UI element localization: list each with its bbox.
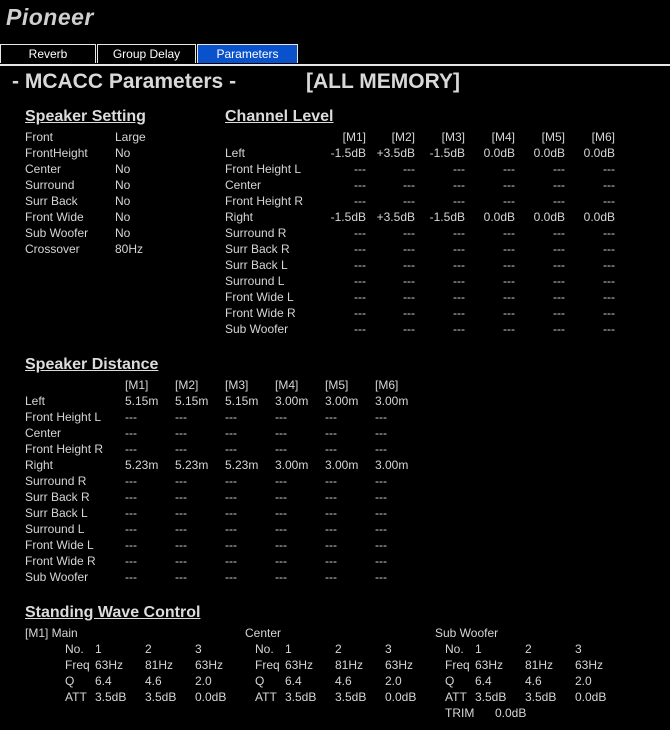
standing-wave-row-label: Freq — [255, 658, 280, 672]
standing-wave-value: 3 — [575, 642, 582, 656]
speaker-setting-label: Surr Back — [25, 194, 78, 208]
speaker-distance-value: --- — [175, 410, 187, 424]
speaker-distance-value: 5.15m — [225, 394, 259, 408]
channel-level-column-header: [M3] — [441, 130, 465, 144]
channel-level-value: --- — [354, 226, 366, 240]
channel-level-value: --- — [354, 242, 366, 256]
channel-level-column-header: [M4] — [491, 130, 515, 144]
channel-level-value: --- — [603, 306, 615, 320]
speaker-distance-value: --- — [225, 490, 237, 504]
speaker-distance-column-header: [M6] — [375, 378, 399, 392]
channel-level-value: --- — [453, 242, 465, 256]
speaker-distance-label: Front Wide L — [25, 538, 94, 552]
standing-wave-group-title: Center — [245, 626, 282, 640]
channel-level-value: --- — [603, 290, 615, 304]
channel-level-label: Front Height L — [225, 162, 302, 176]
standing-wave-value: 63Hz — [195, 658, 224, 672]
speaker-distance-value: --- — [125, 410, 137, 424]
standing-wave-value: 4.6 — [145, 674, 162, 688]
speaker-distance-value: --- — [225, 554, 237, 568]
channel-level-value: 0.0dB — [533, 146, 565, 160]
channel-level-value: --- — [403, 194, 415, 208]
channel-level-value: --- — [403, 226, 415, 240]
speaker-setting-label: Crossover — [25, 242, 80, 256]
standing-wave-row-label: Q — [65, 674, 75, 688]
channel-level-value: --- — [403, 258, 415, 272]
speaker-distance-value: --- — [375, 538, 387, 552]
channel-level-value: --- — [503, 242, 515, 256]
channel-level-value: --- — [503, 194, 515, 208]
speaker-distance-column-header: [M5] — [325, 378, 349, 392]
speaker-setting-label: Front Wide — [25, 210, 84, 224]
speaker-distance-value: --- — [175, 490, 187, 504]
speaker-distance-value: 5.23m — [175, 458, 209, 472]
channel-level-value: --- — [603, 242, 615, 256]
speaker-distance-label: Sub Woofer — [25, 570, 89, 584]
speaker-distance-value: --- — [375, 570, 387, 584]
standing-wave-row-label: No. — [255, 642, 274, 656]
channel-level-value: --- — [503, 306, 515, 320]
speaker-distance-column-header: [M2] — [175, 378, 199, 392]
channel-level-label: Right — [225, 210, 254, 224]
speaker-distance-value: --- — [275, 570, 287, 584]
speaker-distance-value: --- — [125, 570, 137, 584]
channel-level-value: --- — [503, 226, 515, 240]
channel-level-value: --- — [553, 162, 565, 176]
speaker-setting-value: No — [115, 146, 131, 160]
speaker-setting-label: Center — [25, 162, 62, 176]
speaker-distance-value: --- — [125, 490, 137, 504]
channel-level-value: --- — [553, 274, 565, 288]
speaker-distance-label: Surround R — [25, 474, 87, 488]
standing-wave-value: 4.6 — [335, 674, 352, 688]
speaker-distance-value: --- — [175, 426, 187, 440]
tab-group-delay[interactable]: Group Delay — [97, 44, 196, 63]
speaker-setting-value: No — [115, 162, 131, 176]
standing-wave-row-label: Q — [445, 674, 455, 688]
channel-level-value: --- — [453, 226, 465, 240]
speaker-distance-value: 5.23m — [125, 458, 159, 472]
standing-wave-value: 63Hz — [95, 658, 124, 672]
channel-level-label: Left — [225, 146, 246, 160]
channel-level-value: --- — [553, 322, 565, 336]
channel-level-value: --- — [403, 306, 415, 320]
channel-level-value: -1.5dB — [429, 210, 465, 224]
speaker-distance-value: --- — [325, 522, 337, 536]
standing-wave-value: 2.0 — [575, 674, 592, 688]
speaker-distance-heading: Speaker Distance — [25, 356, 159, 373]
standing-wave-row-label: No. — [445, 642, 464, 656]
standing-wave-row-label: ATT — [445, 690, 467, 704]
standing-wave-value: 0.0dB — [575, 690, 607, 704]
speaker-distance-column-header: [M1] — [125, 378, 149, 392]
speaker-setting-label: Sub Woofer — [25, 226, 89, 240]
speaker-distance-column-header: [M4] — [275, 378, 299, 392]
speaker-distance-label: Front Height R — [25, 442, 104, 456]
standing-wave-value: 6.4 — [475, 674, 492, 688]
standing-wave-value: 0.0dB — [385, 690, 417, 704]
channel-level-value: 0.0dB — [583, 146, 615, 160]
channel-level-label: Front Wide R — [225, 306, 296, 320]
channel-level-value: --- — [453, 274, 465, 288]
speaker-distance-value: --- — [275, 538, 287, 552]
speaker-distance-value: --- — [325, 426, 337, 440]
standing-wave-value: 2.0 — [195, 674, 212, 688]
speaker-distance-value: 3.00m — [275, 394, 309, 408]
speaker-setting-value: No — [115, 210, 131, 224]
speaker-distance-value: 3.00m — [375, 394, 409, 408]
speaker-setting-value: No — [115, 194, 131, 208]
channel-level-value: --- — [453, 322, 465, 336]
channel-level-column-header: [M6] — [591, 130, 615, 144]
speaker-distance-column-header: [M3] — [225, 378, 249, 392]
channel-level-value: --- — [403, 162, 415, 176]
speaker-distance-value: --- — [375, 506, 387, 520]
standing-wave-value: 3.5dB — [525, 690, 557, 704]
speaker-distance-value: --- — [375, 410, 387, 424]
standing-wave-value: 2 — [335, 642, 342, 656]
channel-level-value: --- — [603, 162, 615, 176]
channel-level-label: Surr Back R — [225, 242, 290, 256]
channel-level-value: --- — [354, 162, 366, 176]
channel-level-value: --- — [354, 274, 366, 288]
standing-wave-value: 3 — [195, 642, 202, 656]
channel-level-value: --- — [354, 178, 366, 192]
speaker-distance-value: --- — [225, 410, 237, 424]
standing-wave-value: 63Hz — [575, 658, 604, 672]
standing-wave-row-label: No. — [65, 642, 84, 656]
channel-level-value: --- — [503, 322, 515, 336]
speaker-distance-value: --- — [225, 522, 237, 536]
standing-wave-group-title: Sub Woofer — [435, 626, 499, 640]
channel-level-value: --- — [403, 322, 415, 336]
standing-wave-value: 3.5dB — [285, 690, 317, 704]
speaker-distance-value: --- — [275, 506, 287, 520]
channel-level-value: 0.0dB — [483, 146, 515, 160]
speaker-distance-value: --- — [275, 522, 287, 536]
channel-level-value: --- — [553, 242, 565, 256]
speaker-distance-value: --- — [125, 442, 137, 456]
speaker-distance-value: --- — [375, 490, 387, 504]
channel-level-value: --- — [354, 258, 366, 272]
speaker-distance-value: 5.15m — [175, 394, 209, 408]
speaker-distance-value: --- — [375, 442, 387, 456]
channel-level-value: --- — [553, 290, 565, 304]
channel-level-value: --- — [603, 194, 615, 208]
channel-level-value: -1.5dB — [330, 210, 366, 224]
channel-level-value: +3.5dB — [376, 146, 415, 160]
standing-wave-row-label: ATT — [255, 690, 277, 704]
speaker-distance-value: --- — [325, 474, 337, 488]
speaker-distance-value: 5.23m — [225, 458, 259, 472]
standing-wave-value: 63Hz — [385, 658, 414, 672]
speaker-distance-value: --- — [125, 522, 137, 536]
standing-wave-row-label: Freq — [65, 658, 90, 672]
standing-wave-value: 3.5dB — [95, 690, 127, 704]
speaker-setting-value: No — [115, 226, 131, 240]
standing-wave-value: 1 — [95, 642, 102, 656]
standing-wave-value: 0.0dB — [195, 690, 227, 704]
channel-level-label: Center — [225, 178, 262, 192]
channel-level-heading: Channel Level — [225, 108, 334, 125]
standing-wave-value: 63Hz — [475, 658, 504, 672]
speaker-distance-value: --- — [225, 426, 237, 440]
standing-wave-row-label: Q — [255, 674, 265, 688]
channel-level-value: --- — [354, 290, 366, 304]
channel-level-column-header: [M5] — [541, 130, 565, 144]
standing-wave-value: 81Hz — [335, 658, 364, 672]
channel-level-label: Surround L — [225, 274, 285, 288]
channel-level-value: --- — [453, 178, 465, 192]
channel-level-value: --- — [403, 274, 415, 288]
standing-wave-group-title: [M1] Main — [25, 626, 78, 640]
pioneer-logo: Pioneer — [6, 4, 94, 30]
speaker-distance-value: --- — [125, 538, 137, 552]
channel-level-value: --- — [603, 274, 615, 288]
channel-level-value: --- — [453, 162, 465, 176]
standing-wave-value: 4.6 — [525, 674, 542, 688]
speaker-setting-label: Surround — [25, 178, 75, 192]
speaker-distance-value: --- — [275, 426, 287, 440]
speaker-distance-value: 3.00m — [375, 458, 409, 472]
channel-level-label: Surround R — [225, 226, 287, 240]
speaker-distance-value: --- — [275, 442, 287, 456]
speaker-distance-label: Front Wide R — [25, 554, 96, 568]
standing-wave-row-label: Freq — [445, 658, 470, 672]
standing-wave-row-label: ATT — [65, 690, 87, 704]
channel-level-value: --- — [503, 178, 515, 192]
standing-wave-value: 6.4 — [95, 674, 112, 688]
speaker-distance-value: --- — [225, 538, 237, 552]
channel-level-column-header: [M2] — [391, 130, 415, 144]
channel-level-value: 0.0dB — [533, 210, 565, 224]
standing-wave-value: 2.0 — [385, 674, 402, 688]
speaker-distance-label: Surr Back L — [25, 506, 88, 520]
tab-bar — [0, 44, 670, 66]
channel-level-value: --- — [553, 258, 565, 272]
speaker-distance-value: --- — [175, 522, 187, 536]
channel-level-value: --- — [354, 306, 366, 320]
standing-wave-value: 1 — [475, 642, 482, 656]
speaker-distance-label: Left — [25, 394, 46, 408]
speaker-distance-value: --- — [125, 474, 137, 488]
speaker-distance-value: --- — [225, 570, 237, 584]
speaker-distance-value: --- — [125, 554, 137, 568]
channel-level-label: Front Wide L — [225, 290, 294, 304]
speaker-distance-value: --- — [275, 410, 287, 424]
speaker-distance-value: 5.15m — [125, 394, 159, 408]
channel-level-value: --- — [553, 306, 565, 320]
channel-level-value: --- — [603, 322, 615, 336]
channel-level-value: --- — [503, 290, 515, 304]
speaker-distance-value: --- — [325, 538, 337, 552]
speaker-distance-value: --- — [325, 570, 337, 584]
tab-parameters[interactable]: Parameters — [197, 44, 298, 63]
standing-wave-value: 6.4 — [285, 674, 302, 688]
speaker-distance-value: --- — [325, 490, 337, 504]
speaker-setting-value: 80Hz — [115, 242, 144, 256]
speaker-distance-value: --- — [325, 506, 337, 520]
speaker-distance-value: 3.00m — [275, 458, 309, 472]
speaker-distance-value: --- — [275, 474, 287, 488]
speaker-distance-value: --- — [225, 474, 237, 488]
channel-level-value: 0.0dB — [483, 210, 515, 224]
channel-level-value: --- — [553, 178, 565, 192]
speaker-setting-value: No — [115, 178, 131, 192]
standing-wave-value: 81Hz — [145, 658, 174, 672]
speaker-distance-value: --- — [375, 522, 387, 536]
speaker-distance-value: --- — [175, 506, 187, 520]
speaker-distance-value: --- — [375, 426, 387, 440]
channel-level-value: 0.0dB — [583, 210, 615, 224]
speaker-distance-value: --- — [325, 410, 337, 424]
standing-wave-value: 81Hz — [525, 658, 554, 672]
page-title: - MCACC Parameters - — [12, 70, 237, 93]
channel-level-value: --- — [354, 322, 366, 336]
standing-wave-value: 3.5dB — [145, 690, 177, 704]
channel-level-value: --- — [603, 226, 615, 240]
speaker-distance-label: Center — [25, 426, 62, 440]
channel-level-value: --- — [354, 194, 366, 208]
channel-level-value: --- — [453, 290, 465, 304]
channel-level-value: --- — [603, 178, 615, 192]
speaker-distance-value: --- — [125, 426, 137, 440]
channel-level-value: --- — [453, 258, 465, 272]
channel-level-value: --- — [553, 226, 565, 240]
standing-wave-value: 1 — [285, 642, 292, 656]
standing-wave-value: 63Hz — [285, 658, 314, 672]
speaker-setting-heading: Speaker Setting — [25, 108, 146, 125]
speaker-distance-value: --- — [225, 442, 237, 456]
speaker-distance-label: Front Height L — [25, 410, 102, 424]
speaker-distance-value: 3.00m — [325, 394, 359, 408]
speaker-distance-value: --- — [225, 506, 237, 520]
channel-level-value: --- — [503, 258, 515, 272]
trim-value: 0.0dB — [495, 706, 527, 720]
speaker-distance-label: Surr Back R — [25, 490, 90, 504]
channel-level-value: --- — [603, 258, 615, 272]
channel-level-value: -1.5dB — [429, 146, 465, 160]
channel-level-value: +3.5dB — [376, 210, 415, 224]
speaker-distance-value: --- — [275, 490, 287, 504]
speaker-distance-value: --- — [325, 554, 337, 568]
speaker-distance-value: --- — [375, 474, 387, 488]
channel-level-value: --- — [453, 194, 465, 208]
speaker-setting-label: Front — [25, 130, 54, 144]
channel-level-value: --- — [503, 274, 515, 288]
tab-reverb[interactable]: Reverb — [0, 44, 96, 63]
standing-wave-value: 3.5dB — [335, 690, 367, 704]
channel-level-value: --- — [453, 306, 465, 320]
speaker-setting-value: Large — [115, 130, 146, 144]
channel-level-label: Front Height R — [225, 194, 304, 208]
speaker-distance-value: --- — [175, 474, 187, 488]
channel-level-label: Sub Woofer — [225, 322, 289, 336]
standing-wave-value: 3 — [385, 642, 392, 656]
speaker-distance-value: --- — [125, 506, 137, 520]
standing-wave-value: 2 — [525, 642, 532, 656]
standing-wave-value: 2 — [145, 642, 152, 656]
speaker-distance-label: Surround L — [25, 522, 85, 536]
speaker-setting-label: FrontHeight — [25, 146, 88, 160]
channel-level-value: --- — [403, 290, 415, 304]
channel-level-value: -1.5dB — [330, 146, 366, 160]
memory-label: [ALL MEMORY] — [306, 70, 460, 93]
speaker-distance-value: --- — [175, 442, 187, 456]
channel-level-value: --- — [403, 178, 415, 192]
speaker-distance-value: --- — [275, 554, 287, 568]
speaker-distance-value: --- — [175, 570, 187, 584]
standing-wave-value: 3.5dB — [475, 690, 507, 704]
trim-label: TRIM — [445, 706, 475, 720]
speaker-distance-value: 3.00m — [325, 458, 359, 472]
speaker-distance-value: --- — [175, 554, 187, 568]
speaker-distance-value: --- — [325, 442, 337, 456]
standing-wave-heading: Standing Wave Control — [25, 604, 201, 621]
channel-level-value: --- — [503, 162, 515, 176]
channel-level-value: --- — [553, 194, 565, 208]
speaker-distance-value: --- — [375, 554, 387, 568]
channel-level-label: Surr Back L — [225, 258, 288, 272]
speaker-distance-value: --- — [175, 538, 187, 552]
channel-level-column-header: [M1] — [342, 130, 366, 144]
speaker-distance-label: Right — [25, 458, 54, 472]
channel-level-value: --- — [403, 242, 415, 256]
